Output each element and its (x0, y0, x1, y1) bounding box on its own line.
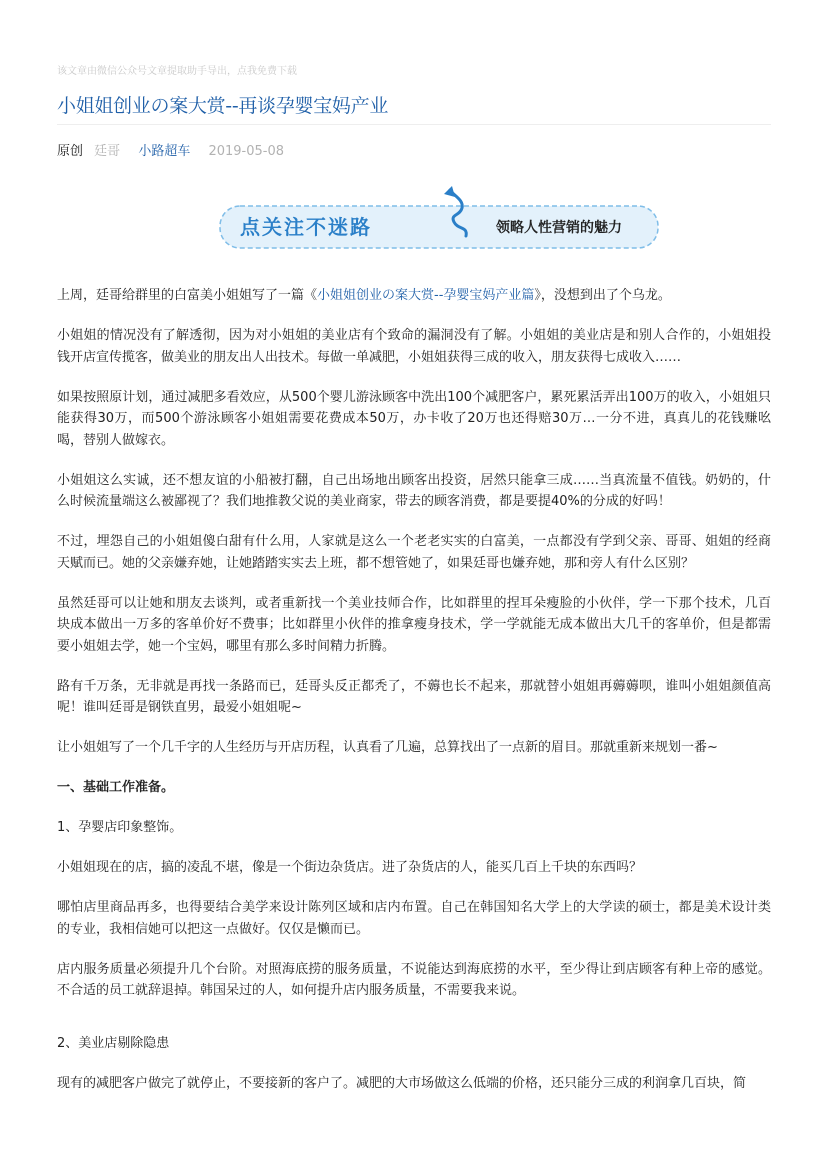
arrow-head-icon (444, 186, 455, 197)
paragraph-text: 上周，廷哥给群里的白富美小姐姐写了一篇《 (57, 288, 318, 303)
publish-date: 2019-05-08 (208, 144, 285, 159)
export-source-link[interactable]: 该文章由微信公众号文章提取助手导出，点我免费下载 (57, 66, 297, 77)
paragraph: 小姐姐的情况没有了解透彻，因为对小姐姐的美业店有个致命的漏洞没有了解。小姐姐的美业店是和别人合作的，小姐姐投钱开店宣传揽客，做美业的朋友出人出技术。每做一单减肥，小姐姐获得三成的收入，朋友获得七成收入…… (57, 328, 771, 365)
article-title: 小姐姐创业の案大赏--再谈孕婴宝妈产业 (57, 95, 389, 117)
article-link[interactable]: 小姐姐创业の案大赏--孕婴宝妈产业篇 (317, 288, 535, 303)
title-divider (57, 124, 771, 125)
section-heading: 一、基础工作准备。 (57, 780, 175, 795)
follow-banner (218, 186, 662, 254)
paragraph: 如果按照原计划，通过减肥多看效应，从500个婴儿游泳顾客中洗出100个减肥客户，累死累活弄出100万的收入，小姐姐只能获得30万，而500个游泳顾客小姐姐需要花费成本50万，办卡收了20万也还得赔30万…一分不进，真真儿的花钱赚吆喝，替别人做嫁衣。 (57, 389, 771, 448)
paragraph-text: 》，没想到出了个乌龙。 (534, 288, 671, 303)
paragraph: 小姐姐这么实诚，还不想友谊的小船被打翻，自己出场地出顾客出投资，居然只能拿三成……当真流量不值钱。奶奶的，什么时候流量端这么被鄙视了？我们地推教父说的美业商家，带去的顾客消费，都是要提40%的分成的好吗！ (57, 472, 771, 509)
paragraph: 虽然廷哥可以让她和朋友去谈判，或者重新找一个美业技师合作，比如群里的捏耳朵瘦脸的小伙伴，学一下那个技术，几百块成本做出一万多的客单价好不费事；比如群里小伙伴的推拿瘦身技术，学一学就能无成本做出大几千的客单价，但是都需要小姐姐去学，她一个宝妈，哪里有那么多时间精力折腾。 (57, 595, 771, 654)
paragraph: 不过，埋怨自己的小姐姐傻白甜有什么用，人家就是这么一个老老实实的白富美，一点都没有学到父亲、哥哥、姐姐的经商天赋而已。她的父亲嫌弃她，让她踏踏实实去上班，都不想管她了，如果廷哥也嫌弃她，那和旁人有什么区别？ (57, 534, 771, 571)
paragraph: 路有千万条，无非就是再找一条路而已，廷哥头反正都秃了，不薅也长不起来，那就替小姐姐再薅薅呗，谁叫小姐姐颜值高呢！谁叫廷哥是钢铁直男，最爱小姐姐呢~ (57, 678, 771, 715)
author-name: 廷哥 (94, 144, 121, 159)
article-body (57, 285, 771, 1113)
article-meta (57, 140, 284, 159)
paragraph: 让小姐姐写了一个几千字的人生经历与开店历程，认真看了几遍，总算找出了一点新的眉目。那就重新来规划一番~ (57, 740, 718, 755)
subsection-heading: 2、美业店剔除隐患 (57, 1035, 170, 1051)
paragraph (57, 285, 771, 307)
account-link[interactable]: 小路超车 (138, 144, 191, 159)
subsection-heading: 1、孕婴店印象整饰。 (57, 820, 183, 835)
paragraph: 哪怕店里商品再多，也得要结合美学来设计陈列区域和店内布置。自己在韩国知名大学上的大学读的硕士，都是美术设计类的专业，我相信她可以把这一点做好。仅仅是懒而已。 (57, 900, 771, 937)
original-tag: 原创 (57, 144, 84, 159)
paragraph: 现有的减肥客户做完了就停止，不要接新的客户了。减肥的大市场做这么低端的价格，还只能分三成的利润拿几百块，简 (57, 1075, 747, 1091)
banner-right-text: 领略人性营销的魅力 (496, 220, 622, 236)
paragraph: 店内服务质量必须提升几个台阶。对照海底捞的服务质量，不说能达到海底捞的水平，至少得让到店顾客有种上帝的感觉。不合适的员工就辞退掉。韩国呆过的人，如何提升店内服务质量，不需要我来说。 (57, 961, 771, 998)
paragraph: 小姐姐现在的店，搞的凌乱不堪，像是一个街边杂货店。进了杂货店的人，能买几百上千块的东西吗？ (57, 860, 643, 875)
banner-left-text: 点关注不迷路 (240, 215, 372, 239)
